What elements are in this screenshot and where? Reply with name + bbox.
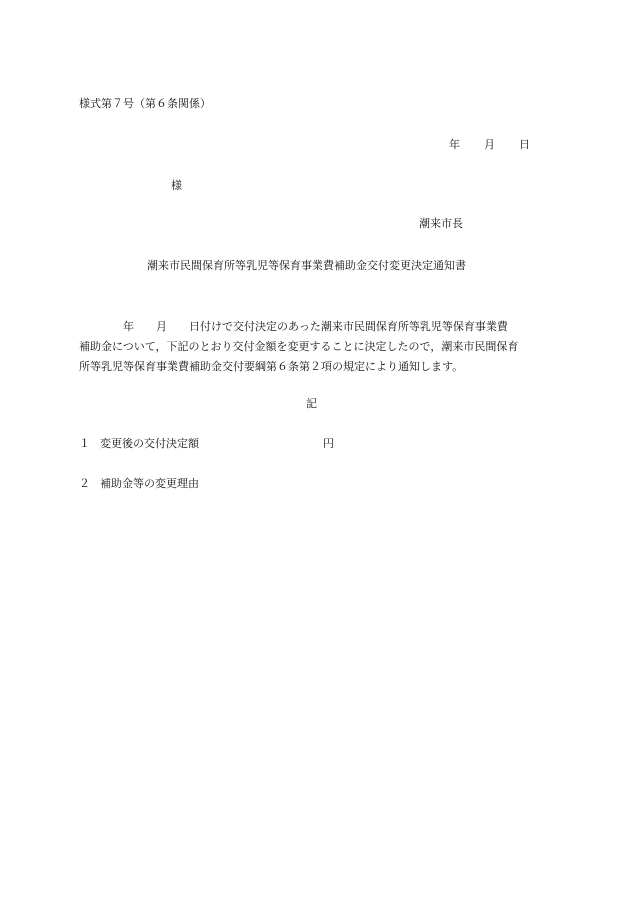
date-day-label: 日 [519,138,530,151]
document-title: 潮来市民間保育所等乳児等保育事業費補助金交付変更決定通知書 [147,259,466,272]
body-line-3: 所等乳児等保育事業費補助金交付要綱第６条第２項の規定により通知します。 [79,360,464,373]
body-line-1: 年 月 日付けで交付決定のあった潮来市民間保育所等乳児等保育事業費 [79,320,508,333]
item-2 [79,477,199,491]
item-2-label: 補助金等の変更理由 [100,477,199,490]
body-paragraph [79,317,559,377]
item-1-label: 変更後の交付決定額 [100,437,199,450]
date-year-label: 年 [449,138,460,151]
item-1-unit: 円 [323,437,334,450]
issuer-name: 潮来市長 [419,217,463,230]
ki-heading: 記 [306,397,317,410]
body-line-2: 補助金について，下記のとおり交付金額を変更することに決定したので，潮来市民間保育 [79,340,519,353]
date-line [449,138,530,152]
item-2-number: ２ [79,477,90,490]
form-number: 様式第７号（第６条関係） [79,97,211,110]
item-1 [79,437,199,451]
date-month-label: 月 [484,138,495,151]
item-1-number: １ [79,437,90,450]
addressee-suffix: 様 [171,179,182,192]
